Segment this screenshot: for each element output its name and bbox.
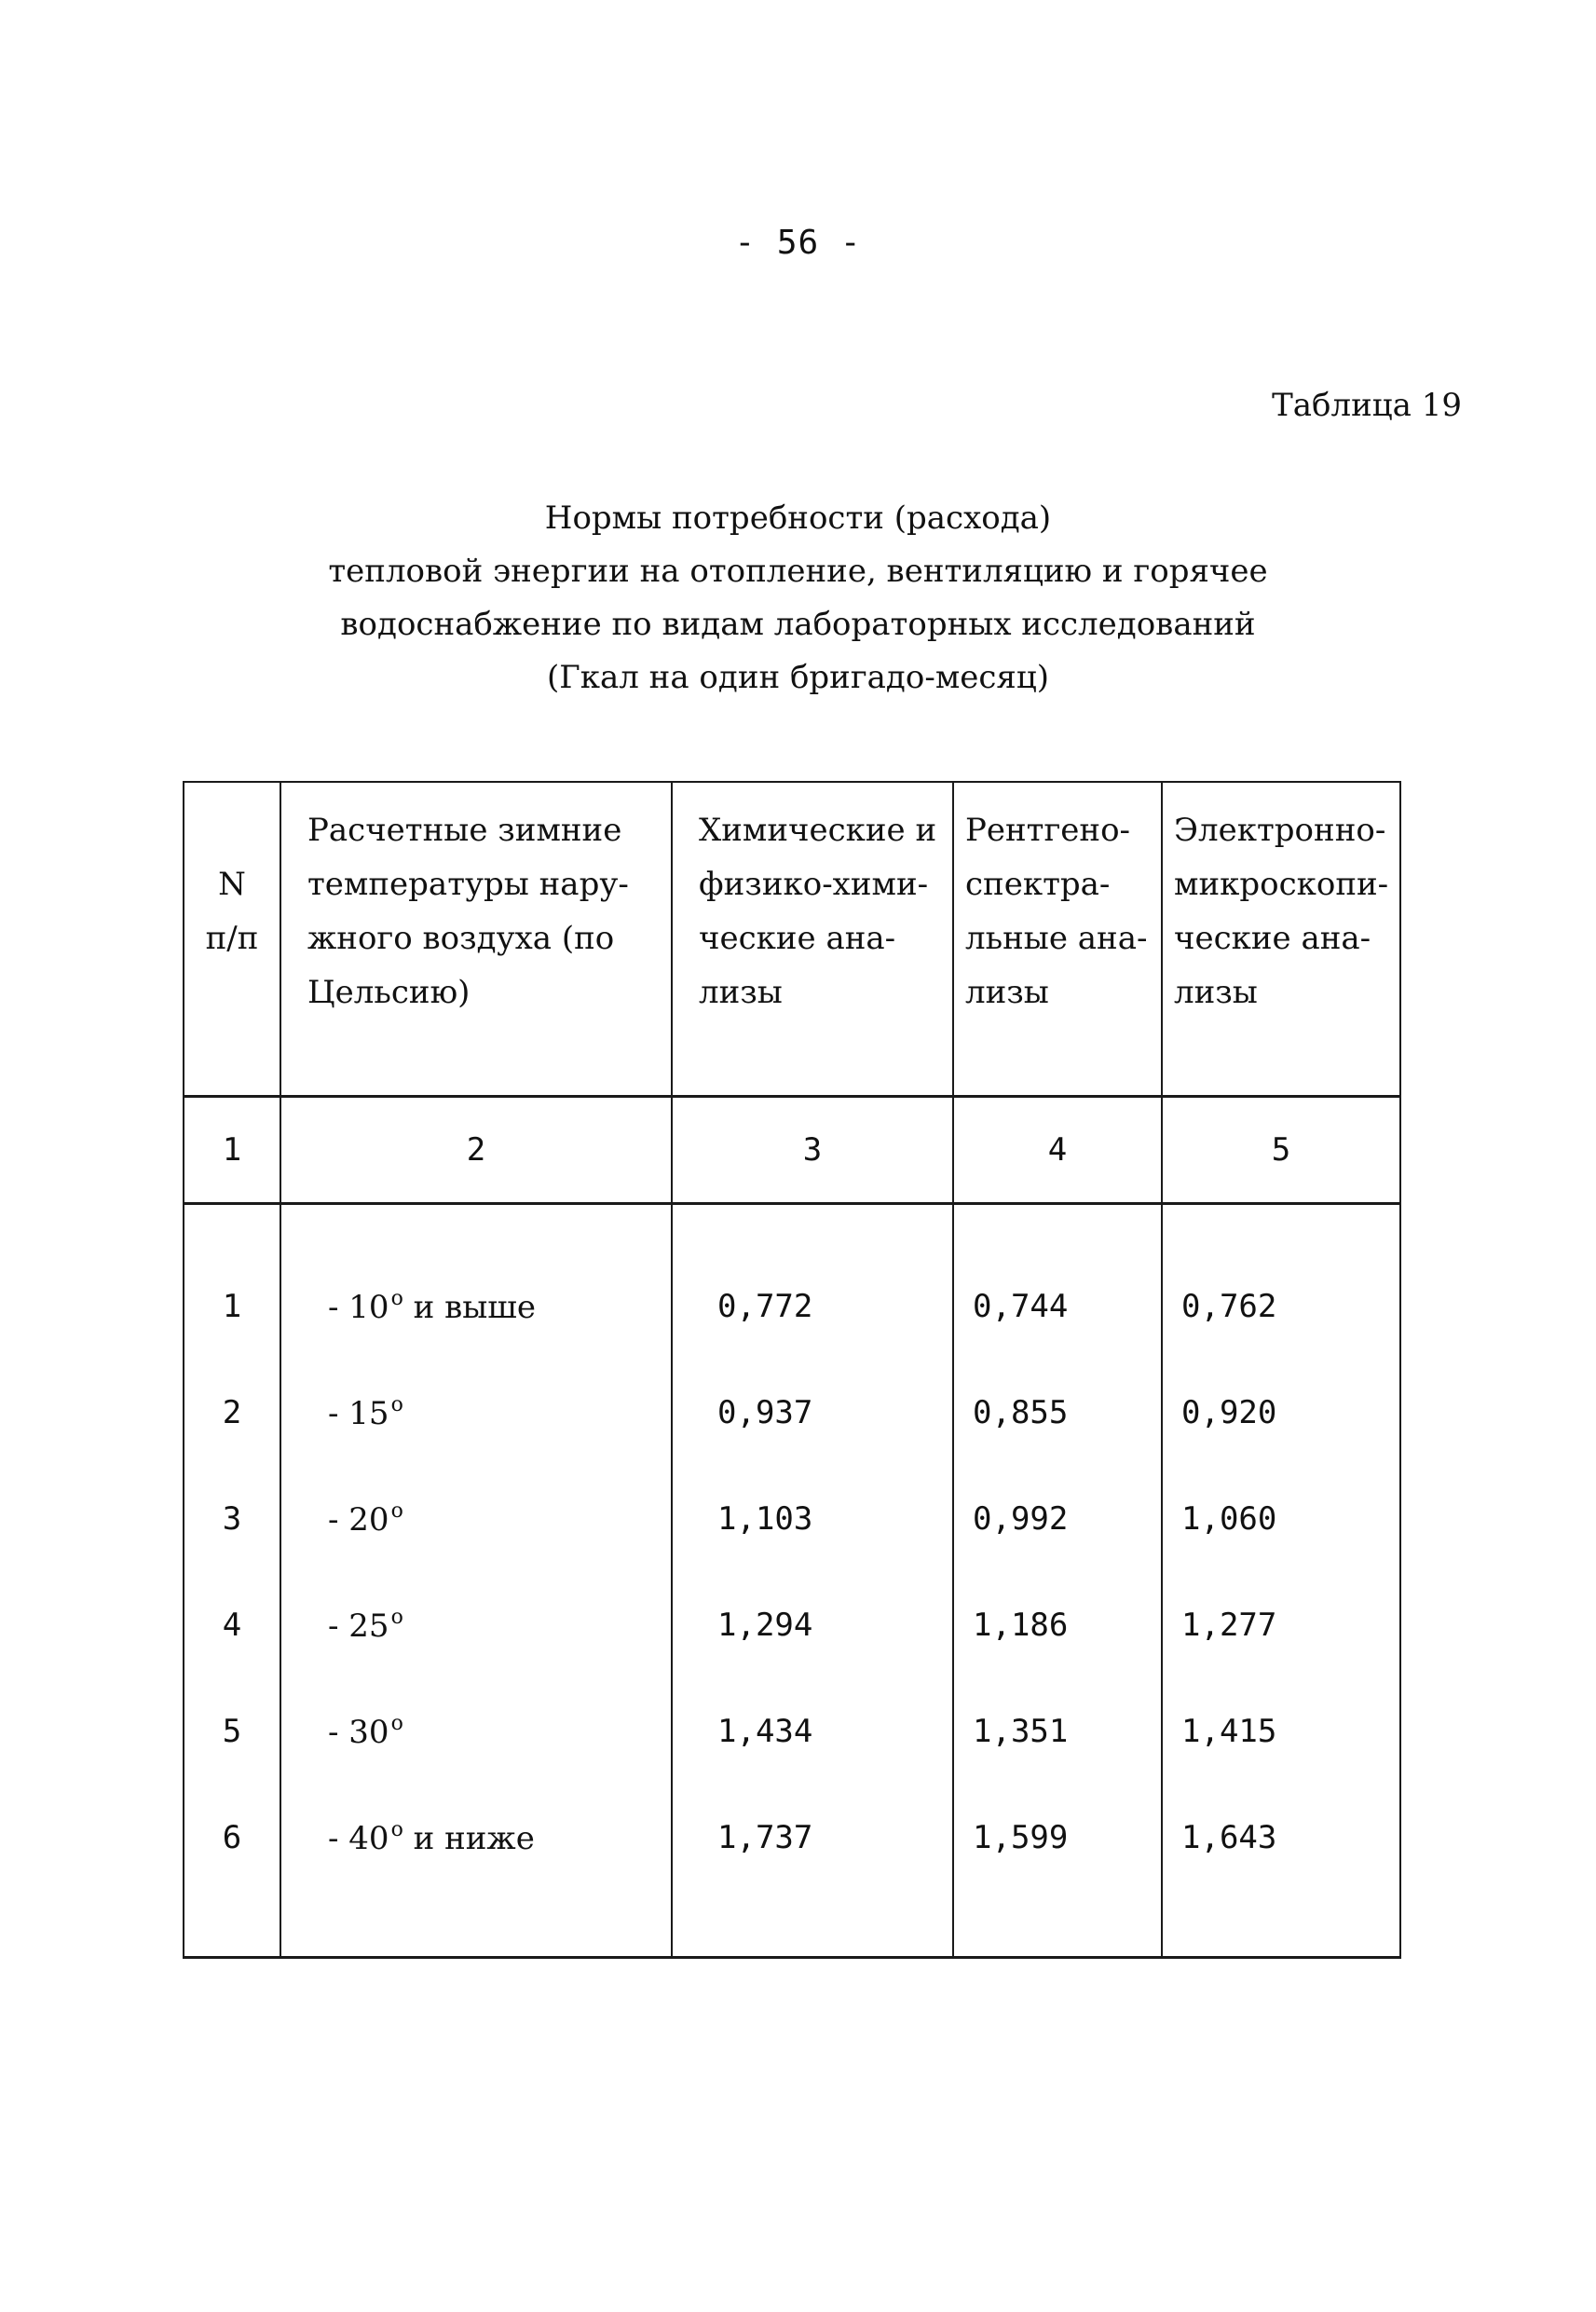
row-chemical: 1,294 — [672, 1572, 953, 1678]
row-number: 1 — [184, 1253, 280, 1360]
row-electron: 1,415 — [1162, 1678, 1400, 1785]
table-row — [184, 1253, 1400, 1360]
header-chemical — [672, 800, 953, 1097]
title-line: (Гкал на один бригадо-месяц) — [546, 659, 1050, 696]
temp-value: - 30 — [328, 1714, 389, 1751]
row-xray: 1,186 — [953, 1572, 1162, 1678]
header-electron — [1162, 800, 1400, 1097]
row-temperature — [280, 1678, 672, 1785]
title-line: тепловой энергии на отопление, вентиляцию и горячее — [328, 553, 1268, 590]
row-temperature — [280, 1785, 672, 1891]
degree-mark: о — [390, 1818, 403, 1841]
row-temperature — [280, 1466, 672, 1572]
column-number: 4 — [953, 1097, 1162, 1204]
table-title — [0, 492, 1596, 705]
row-number: 4 — [184, 1572, 280, 1678]
temp-value: - 40 — [328, 1820, 389, 1857]
row-electron: 0,920 — [1162, 1360, 1400, 1466]
title-line: Нормы потребности (расхода) — [544, 499, 1052, 537]
row-electron: 1,060 — [1162, 1466, 1400, 1572]
title-line: водоснабжение по видам лабораторных исследований — [340, 606, 1256, 643]
header-line: физико-хими- — [699, 866, 929, 903]
row-number: 3 — [184, 1466, 280, 1572]
row-number: 2 — [184, 1360, 280, 1466]
row-chemical: 1,434 — [672, 1678, 953, 1785]
column-number: 2 — [280, 1097, 672, 1204]
row-temperature — [280, 1360, 672, 1466]
temp-suffix: и ниже — [402, 1820, 535, 1857]
degree-mark: о — [390, 1606, 403, 1629]
row-chemical: 1,737 — [672, 1785, 953, 1891]
row-electron: 1,277 — [1162, 1572, 1400, 1678]
norms-table — [183, 781, 1401, 1959]
header-line: лизы — [965, 974, 1049, 1011]
header-line: льные ана- — [965, 920, 1148, 957]
header-line: спектра- — [965, 866, 1111, 903]
row-electron: 1,643 — [1162, 1785, 1400, 1891]
spacer-row — [184, 1204, 1400, 1254]
column-number-row — [184, 1097, 1400, 1204]
header-temperature — [280, 800, 672, 1097]
table-top-rule — [184, 782, 1400, 800]
header-number — [184, 800, 280, 1097]
header-line: Электронно- — [1174, 812, 1386, 849]
degree-mark: о — [390, 1287, 403, 1310]
header-xray — [953, 800, 1162, 1097]
table-row — [184, 1360, 1400, 1466]
header-line: Рентгено- — [965, 812, 1131, 849]
header-line: Химические и — [699, 812, 937, 849]
header-line: Цельсию) — [307, 974, 471, 1011]
degree-mark: о — [390, 1499, 403, 1523]
header-line: ческие ана- — [1174, 920, 1371, 957]
row-chemical: 0,772 — [672, 1253, 953, 1360]
table-row — [184, 1678, 1400, 1785]
row-number: 5 — [184, 1678, 280, 1785]
table-label: Таблица 19 — [1272, 387, 1462, 424]
row-chemical: 1,103 — [672, 1466, 953, 1572]
row-xray: 0,855 — [953, 1360, 1162, 1466]
temp-value: - 25 — [328, 1607, 389, 1645]
page-number: - 56 - — [734, 224, 862, 262]
header-row — [184, 800, 1400, 1097]
header-line: лизы — [699, 974, 783, 1011]
row-electron: 0,762 — [1162, 1253, 1400, 1360]
temp-value: - 15 — [328, 1395, 389, 1432]
row-xray: 0,744 — [953, 1253, 1162, 1360]
header-line: микроскопи- — [1174, 866, 1389, 903]
header-line: N — [218, 866, 246, 903]
row-temperature — [280, 1572, 672, 1678]
temp-value: - 20 — [328, 1501, 389, 1539]
degree-mark: о — [390, 1393, 403, 1416]
column-number: 1 — [184, 1097, 280, 1204]
header-line: температуры нару- — [307, 866, 629, 903]
header-line: ческие ана- — [699, 920, 896, 957]
row-temperature — [280, 1253, 672, 1360]
header-line: жного воздуха (по — [307, 920, 615, 957]
row-xray: 1,599 — [953, 1785, 1162, 1891]
row-number: 6 — [184, 1785, 280, 1891]
degree-mark: о — [390, 1712, 403, 1735]
temp-suffix: и выше — [402, 1289, 537, 1326]
row-xray: 0,992 — [953, 1466, 1162, 1572]
row-chemical: 0,937 — [672, 1360, 953, 1466]
temp-value: - 10 — [328, 1289, 389, 1326]
header-line: п/п — [205, 920, 259, 957]
header-line: лизы — [1174, 974, 1258, 1011]
table-row — [184, 1572, 1400, 1678]
table-bottom-rule — [184, 1891, 1400, 1958]
table-row — [184, 1785, 1400, 1891]
row-xray: 1,351 — [953, 1678, 1162, 1785]
table-row — [184, 1466, 1400, 1572]
column-number: 5 — [1162, 1097, 1400, 1204]
column-number: 3 — [672, 1097, 953, 1204]
header-line: Расчетные зимние — [307, 812, 622, 849]
